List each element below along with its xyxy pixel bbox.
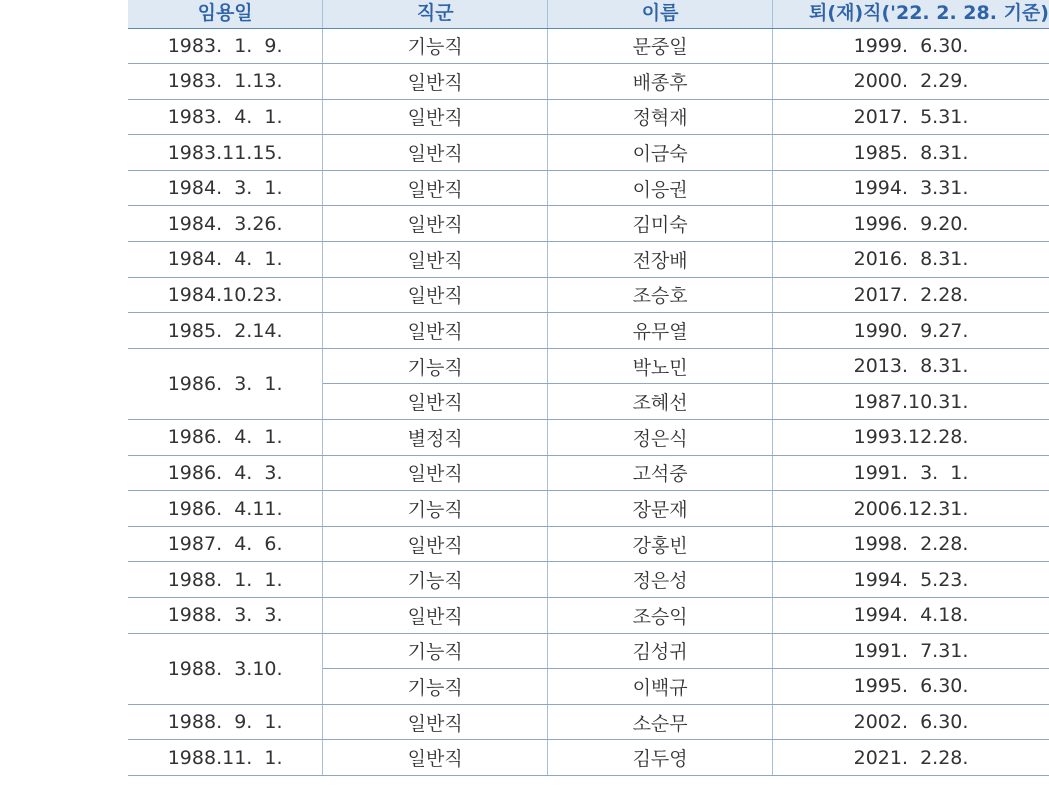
cell-name: 조승익: [548, 598, 773, 634]
cell-job-group: 일반직: [323, 135, 548, 171]
table-row: [128, 491, 1049, 527]
header-name: 이름: [548, 0, 773, 28]
cell-name: 이백규: [548, 669, 773, 705]
cell-job-group: 기능직: [323, 633, 548, 669]
header-appointment-date: 임용일: [128, 0, 323, 28]
cell-retirement-date: 1999. 6.30.: [773, 28, 1049, 64]
cell-appointment-date: 1988. 1. 1.: [128, 562, 323, 598]
cell-retirement-date: 1987.10.31.: [773, 384, 1049, 420]
cell-job-group: 일반직: [323, 384, 548, 420]
table-row: [128, 633, 1049, 669]
cell-job-group: 일반직: [323, 170, 548, 206]
cell-retirement-date: 1994. 5.23.: [773, 562, 1049, 598]
cell-appointment-date: 1986. 4. 3.: [128, 455, 323, 491]
cell-retirement-date: 2016. 8.31.: [773, 242, 1049, 278]
cell-job-group: 일반직: [323, 455, 548, 491]
cell-name: 김두영: [548, 740, 773, 776]
cell-name: 김성귀: [548, 633, 773, 669]
table-row: [128, 704, 1049, 740]
cell-job-group: 일반직: [323, 598, 548, 634]
cell-retirement-date: 2021. 2.28.: [773, 740, 1049, 776]
cell-appointment-date: 1984. 3. 1.: [128, 170, 323, 206]
cell-name: 이응권: [548, 170, 773, 206]
table-row: [128, 526, 1049, 562]
table-row: [128, 99, 1049, 135]
cell-name: 고석중: [548, 455, 773, 491]
cell-appointment-date: 1985. 2.14.: [128, 313, 323, 349]
cell-retirement-date: 1993.12.28.: [773, 420, 1049, 456]
cell-appointment-date: 1986. 4.11.: [128, 491, 323, 527]
cell-retirement-date: 1991. 7.31.: [773, 633, 1049, 669]
cell-name: 전장배: [548, 242, 773, 278]
cell-job-group: 기능직: [323, 562, 548, 598]
cell-appointment-date: 1986. 3. 1.: [128, 348, 323, 419]
cell-name: 장문재: [548, 491, 773, 527]
cell-retirement-date: 1990. 9.27.: [773, 313, 1049, 349]
cell-retirement-date: 2013. 8.31.: [773, 348, 1049, 384]
cell-job-group: 일반직: [323, 526, 548, 562]
table-row: [128, 206, 1049, 242]
cell-name: 정혁재: [548, 99, 773, 135]
table-header: [128, 0, 1049, 28]
cell-appointment-date: 1983.11.15.: [128, 135, 323, 171]
table-row: [128, 562, 1049, 598]
table-row: [128, 455, 1049, 491]
cell-appointment-date: 1988. 3. 3.: [128, 598, 323, 634]
cell-job-group: 기능직: [323, 669, 548, 705]
table-row: [128, 420, 1049, 456]
cell-job-group: 일반직: [323, 704, 548, 740]
cell-retirement-date: 2017. 2.28.: [773, 277, 1049, 313]
cell-appointment-date: 1984.10.23.: [128, 277, 323, 313]
cell-appointment-date: 1986. 4. 1.: [128, 420, 323, 456]
cell-name: 김미숙: [548, 206, 773, 242]
cell-appointment-date: 1988. 3.10.: [128, 633, 323, 704]
cell-job-group: 별정직: [323, 420, 548, 456]
cell-appointment-date: 1984. 3.26.: [128, 206, 323, 242]
cell-job-group: 기능직: [323, 28, 548, 64]
cell-name: 이금숙: [548, 135, 773, 171]
cell-job-group: 일반직: [323, 740, 548, 776]
cell-name: 유무열: [548, 313, 773, 349]
cell-name: 소순무: [548, 704, 773, 740]
cell-appointment-date: 1984. 4. 1.: [128, 242, 323, 278]
cell-name: 정은식: [548, 420, 773, 456]
cell-job-group: 기능직: [323, 348, 548, 384]
cell-name: 조혜선: [548, 384, 773, 420]
table-body: [128, 28, 1049, 775]
table-row: [128, 64, 1049, 100]
cell-name: 배종후: [548, 64, 773, 100]
cell-appointment-date: 1983. 4. 1.: [128, 99, 323, 135]
table-row: [128, 242, 1049, 278]
table-row: [128, 170, 1049, 206]
cell-retirement-date: 2006.12.31.: [773, 491, 1049, 527]
cell-retirement-date: 2002. 6.30.: [773, 704, 1049, 740]
cell-job-group: 일반직: [323, 277, 548, 313]
cell-job-group: 일반직: [323, 313, 548, 349]
cell-name: 정은성: [548, 562, 773, 598]
cell-retirement-date: 1996. 9.20.: [773, 206, 1049, 242]
cell-retirement-date: 1985. 8.31.: [773, 135, 1049, 171]
cell-name: 박노민: [548, 348, 773, 384]
cell-name: 강홍빈: [548, 526, 773, 562]
table-row: [128, 598, 1049, 634]
cell-job-group: 기능직: [323, 491, 548, 527]
cell-job-group: 일반직: [323, 242, 548, 278]
table-row: [128, 277, 1049, 313]
cell-retirement-date: 1998. 2.28.: [773, 526, 1049, 562]
table-row: [128, 28, 1049, 64]
header-retirement-date: 퇴(재)직('22. 2. 28. 기준): [773, 0, 1049, 28]
cell-appointment-date: 1987. 4. 6.: [128, 526, 323, 562]
cell-retirement-date: 1994. 3.31.: [773, 170, 1049, 206]
header-job-group: 직군: [323, 0, 548, 28]
cell-appointment-date: 1988. 9. 1.: [128, 704, 323, 740]
cell-name: 문중일: [548, 28, 773, 64]
header-row: [128, 0, 1049, 28]
staff-appointment-table: [128, 0, 1049, 776]
table-row: [128, 348, 1049, 384]
cell-retirement-date: 2000. 2.29.: [773, 64, 1049, 100]
table-row: [128, 313, 1049, 349]
cell-appointment-date: 1988.11. 1.: [128, 740, 323, 776]
cell-retirement-date: 1995. 6.30.: [773, 669, 1049, 705]
cell-name: 조승호: [548, 277, 773, 313]
table-row: [128, 740, 1049, 776]
cell-retirement-date: 1991. 3. 1.: [773, 455, 1049, 491]
cell-appointment-date: 1983. 1.13.: [128, 64, 323, 100]
cell-job-group: 일반직: [323, 99, 548, 135]
cell-job-group: 일반직: [323, 206, 548, 242]
cell-appointment-date: 1983. 1. 9.: [128, 28, 323, 64]
cell-retirement-date: 1994. 4.18.: [773, 598, 1049, 634]
cell-retirement-date: 2017. 5.31.: [773, 99, 1049, 135]
cell-job-group: 일반직: [323, 64, 548, 100]
table-row: [128, 135, 1049, 171]
